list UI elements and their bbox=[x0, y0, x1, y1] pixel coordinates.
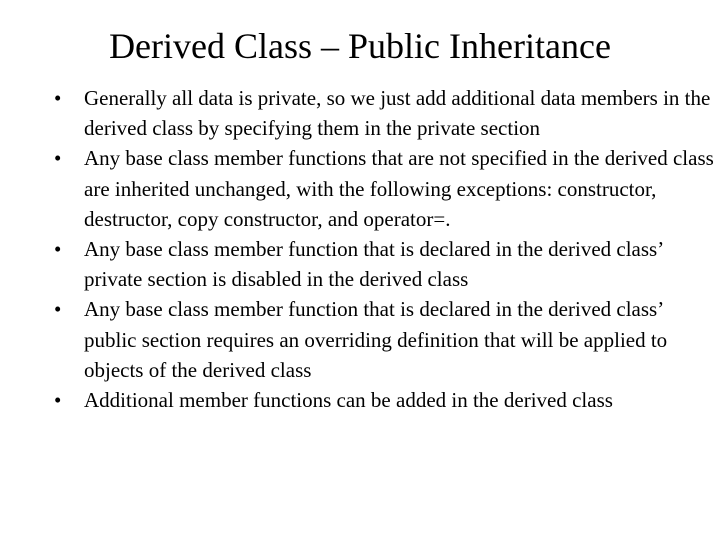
bullet-text: Any base class member functions that are not specified in the derived class are inherited unchanged, with the following exceptions: constructor, destructor, copy constructor, and operator=. bbox=[84, 146, 714, 231]
bullet-marker: • bbox=[54, 146, 62, 171]
bullet-item bbox=[54, 294, 718, 385]
bullet-marker: • bbox=[54, 388, 62, 413]
slide-title: Derived Class – Public Inheritance bbox=[109, 26, 611, 66]
bullet-text: Any base class member function that is declared in the derived class’ public section requires an overriding definition that will be applied to objects of the derived class bbox=[84, 297, 668, 382]
bullet-item bbox=[54, 143, 718, 234]
bullet-marker: • bbox=[54, 297, 62, 322]
bullet-item bbox=[54, 234, 718, 294]
bullet-marker: • bbox=[54, 86, 62, 110]
bullet-list bbox=[54, 83, 718, 415]
bullet-item bbox=[54, 83, 718, 143]
bullet-text: Generally all data is private, so we just add additional data members in the derived class by specifying them in the private section bbox=[84, 86, 711, 141]
bullet-text: Additional member functions can be added in the derived class bbox=[84, 388, 613, 413]
bullet-text: Any base class member function that is declared in the derived class’ private section is disabled in the derived class bbox=[84, 237, 663, 292]
bullet-item bbox=[54, 385, 718, 415]
bullet-marker: • bbox=[54, 237, 62, 262]
